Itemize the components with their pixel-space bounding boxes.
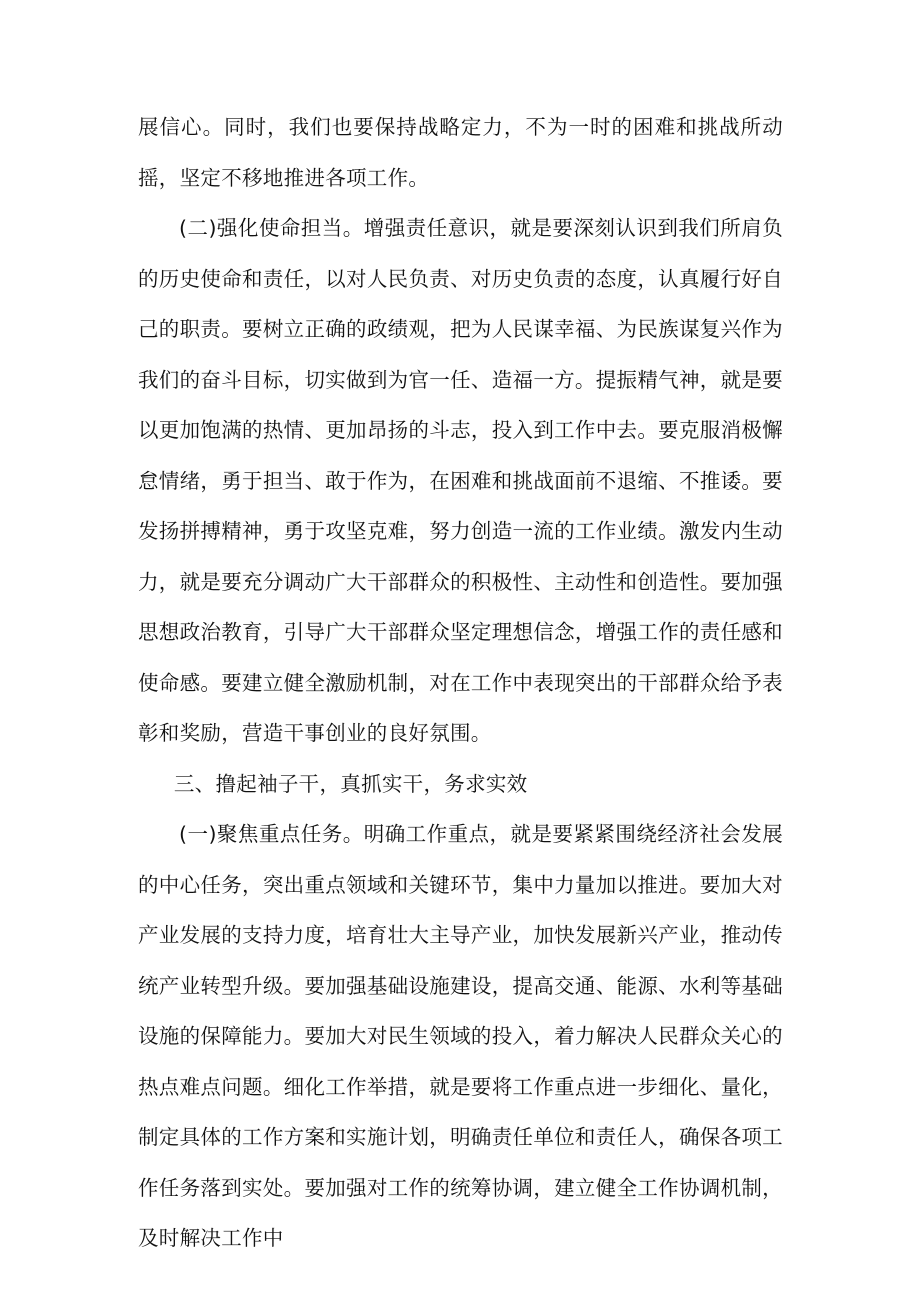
section-heading-three: 三、撸起袖子干，真抓实干，务求实效 <box>173 771 528 796</box>
document-page <box>138 102 783 1264</box>
paragraph-continuation: 展信心。同时，我们也要保持战略定力，不为一时的困难和挑战所动摇，坚定不移地推进各项工作。 <box>138 115 783 190</box>
paragraph-focus-key-tasks: (一)聚焦重点任务。明确工作重点，就是要紧紧围绕经济社会发展的中心任务，突出重点领域和关键环节，集中力量加以推进。要加大对产业发展的支持力度，培育壮大主导产业，加快发展新兴产业，推动传统产业转型升级。要加强基础设施建设，提高交通、能源、水利等基础设施的保障能力。要加大对民生领域的投入，着力解决人民群众关心的热点难点问题。细化工作举措，就是要将工作重点进一步细化、量化，制定具体的工作方案和实施计划，明确责任单位和责任人，确保各项工作任务落到实处。要加强对工作的统筹协调，建立健全工作协调机制，及时解决工作中 <box>138 822 783 1250</box>
paragraph-strengthen-mission: (二)强化使命担当。增强责任意识，就是要深刻认识到我们所肩负的历史使命和责任，以对人民负责、对历史负责的态度，认真履行好自己的职责。要树立正确的政绩观，把为人民谋幸福、为民族谋复兴作为我们的奋斗目标，切实做到为官一任、造福一方。提振精气神，就是要以更加饱满的热情、更加昂扬的斗志，投入到工作中去。要克服消极懈怠情绪，勇于担当、敢于作为，在困难和挑战面前不退缩、不推诿。要发扬拼搏精神，勇于攻坚克难，努力创造一流的工作业绩。激发内生动力，就是要充分调动广大干部群众的积极性、主动性和创造性。要加强思想政治教育，引导广大干部群众坚定理想信念，增强工作的责任感和使命感。要建立健全激励机制，对在工作中表现突出的干部群众给予表彰和奖励，营造干事创业的良好氛围。 <box>138 216 783 745</box>
